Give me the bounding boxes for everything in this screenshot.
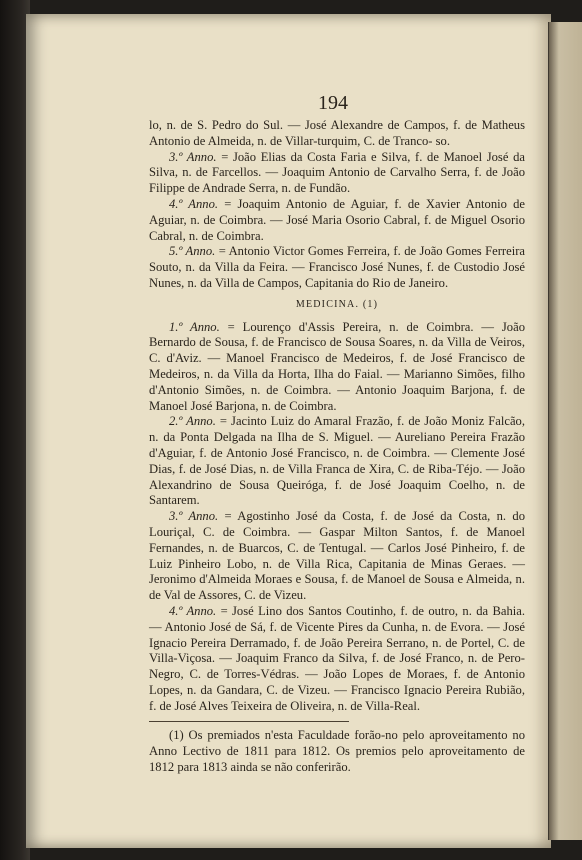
entry-year-label: 2.º Anno.	[169, 414, 216, 429]
entry-year-label: 1.º Anno.	[169, 319, 220, 334]
page-body	[149, 118, 525, 776]
entry-paragraph	[149, 604, 525, 715]
footnote-rule	[149, 721, 349, 722]
entry-text: = Jacinto Luiz do Amaral Frazão, f. de João Moniz Falcão, n. da Ponta Delgada na Ilha de S. Miguel. — Aureliano Pereira Frazão d'Aguiar, f. de Antonio José Francisco, n. de Coimbra. — Clemente José Dias, f. de José Dias, n. de Villa Franca de Xira, C. de Riba-Téjo. — João Alexandrino de Sousa Queiróga, f. de José Joaquim Coelho, n. de Santarem.	[149, 414, 525, 508]
entry-text: = Antonio Victor Gomes Ferreira, f. de João Gomes Ferreira Souto, n. da Villa da Feira. — Francisco José Nunes, f. de Custodio José Nunes, n. da Villa de Campos, Capitania do Rio de Janeiro.	[149, 244, 525, 290]
entry-year-label: 5.º Anno.	[169, 244, 216, 259]
section-title: MEDICINA. (1)	[295, 298, 379, 310]
entry-year-label: 4.º Anno.	[169, 603, 217, 618]
entry-paragraph	[149, 244, 525, 291]
intro-paragraph: lo, n. de S. Pedro do Sul. — José Alexandre de Campos, f. de Matheus Antonio de Almeida, n. de Villar-turquim, C. de Tranco- so.	[149, 118, 525, 148]
entry-paragraph	[149, 509, 525, 604]
entry-paragraph	[149, 414, 525, 509]
entry-paragraph	[149, 197, 525, 244]
entry-year-label: 4.º Anno.	[169, 196, 219, 211]
entry-paragraph	[149, 150, 525, 197]
entry-text: = José Lino dos Santos Coutinho, f. de outro, n. da Bahia. — Antonio José de Sá, f. de Vicente Pires da Cunha, n. de Evora. — José Ignacio Pereira Derramado, f. de João Pereira Serrano, n. de Portel, C. de Villa-Viçosa. — Joaquim Franco da Silva, f. de José Franco, n. de Pero-Negro, C. de Torres-Védras. — João Lopes de Moraes, f. de Antonio Lopes, n. da Gandara, C. de Vizeu. — Francisco Ignacio Pereira Rubião, f. de José Alves Teixeira de Oliveira, n. de Villa-Real.	[149, 603, 525, 713]
entry-year-label: 3.º Anno.	[169, 149, 217, 164]
page-number: 194	[318, 92, 348, 114]
law-entries	[149, 150, 525, 292]
entry-text: = Lourenço d'Assis Pereira, n. de Coimbra. — João Bernardo de Sousa, f. de Francisco de Sousa Soares, n. da Villa de Veiros, C. d'Aviz. — Manoel Francisco de Medeiros, f. de José Francisco de Medeiros, n. da Villa da Horta, Ilha do Faial. — Marianno Simões, filho d'Antonio Simões, n. de Coimbra. — Antonio Joaquim Barjona, f. de Manoel José Barjona, n. de Coimbra.	[149, 319, 525, 413]
entry-text: = Agostinho José da Costa, f. de José da Costa, n. do Louriçal, C. de Coimbra. — Gaspar Milton Santos, f. de Manoel Fernandes, n. de Buarcos, C. de Tentugal. — Carlos José Pinheiro, f. de Luiz Pinheiro Lobo, n. de Villa Rica, Capitania de Minas Geraes. — Jeronimo d'Almeida Moraes e Sousa, f. de Manoel de Sousa e Almeida, n. de Val de Assores, C. de Vizeu.	[149, 509, 525, 603]
next-page-edge	[549, 22, 582, 840]
medicine-entries	[149, 320, 525, 715]
entry-text: = Joaquim Antonio de Aguiar, f. de Xavier Antonio de Aguiar, n. de Coimbra. — José Maria Osorio Cabral, f. de Miguel Osorio Cabral, n. de Coimbra.	[149, 196, 525, 243]
entry-year-label: 3.º Anno.	[169, 509, 219, 524]
entry-paragraph	[149, 320, 525, 415]
footnote: (1) Os premiados n'esta Faculdade forão-no pelo aproveitamento no Anno Lectivo de 1811 para 1812. Os premios pelo aproveitamento de 1812 para 1813 ainda se não conferirão.	[149, 728, 525, 775]
entry-text: = João Elias da Costa Faria e Silva, f. de Manoel José da Silva, n. de Farcellos. — Joaquim Antonio de Carvalho Serra, f. de João Filippe de Andrade Serra, n. de Fundão.	[149, 149, 525, 196]
